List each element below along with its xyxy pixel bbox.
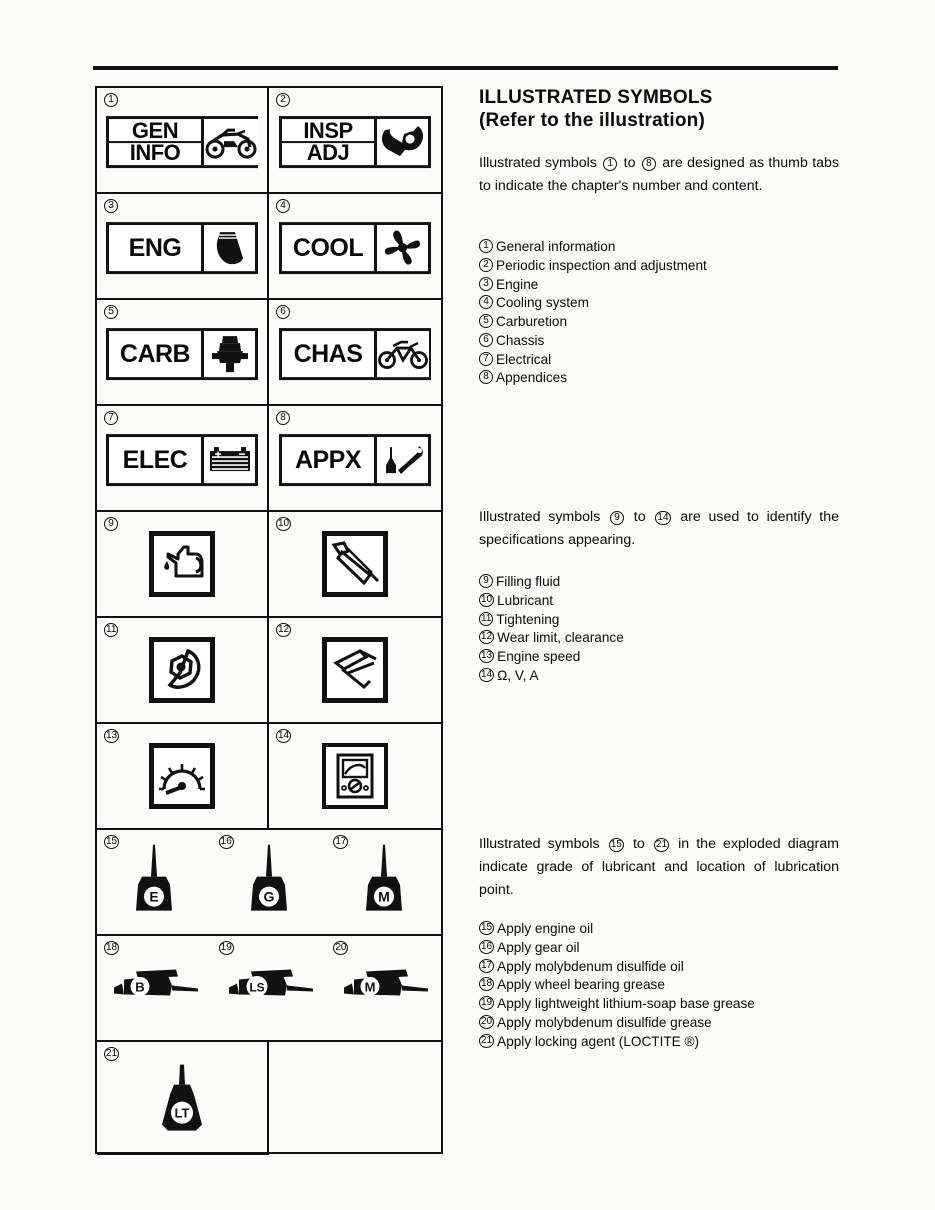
- table-row: [97, 406, 441, 512]
- list-item: 19 Apply lightweight lithium-soap base grease: [481, 996, 755, 1011]
- fan-icon: [377, 225, 428, 271]
- cell-number: 10: [278, 518, 290, 529]
- tab-text: [109, 331, 204, 377]
- cell-number: 7: [104, 411, 118, 425]
- tab-line2: INFO: [109, 141, 201, 163]
- inline-ref-1: 1: [603, 157, 617, 171]
- symbol-cell-11: [97, 618, 269, 722]
- grease-gun-icon: [336, 961, 432, 1010]
- list-item: 9 Filling fluid: [479, 573, 839, 592]
- symbol-cell-7: [97, 406, 269, 510]
- cell-number: 3: [104, 199, 118, 213]
- cell-number: 6: [276, 305, 290, 319]
- table-row-locking-agent: [97, 1042, 441, 1152]
- table-row: [97, 300, 441, 406]
- grease-gun-cell-19: [212, 936, 327, 1032]
- oil-can-icon: [356, 843, 412, 920]
- cell-number: 19: [220, 942, 232, 953]
- symbol-cell-12: [269, 618, 441, 722]
- list-item: 12 Wear limit, clearance: [481, 630, 624, 646]
- oil-can-badge-16: G: [263, 888, 275, 905]
- grease-gun-cell-20: [326, 936, 441, 1032]
- list-item: 14 Ω, V, A: [481, 667, 539, 683]
- table-row: [97, 512, 441, 618]
- table-row: [97, 194, 441, 300]
- cell-number: 2: [276, 93, 290, 107]
- tab-line1: APPX: [294, 445, 362, 474]
- page-title-line2: (Refer to the illustration): [479, 110, 706, 132]
- symbol-cell-21: [97, 1042, 269, 1155]
- caliper-icon: [322, 637, 388, 703]
- thumb-tab-insp-adj: [279, 116, 431, 168]
- tab-line1: ELEC: [122, 445, 188, 474]
- tab-text: [282, 225, 377, 271]
- tab-text: [109, 225, 204, 271]
- list-item: 6 Chassis: [479, 332, 839, 351]
- cell-number: 8: [276, 411, 290, 425]
- inline-ref-8: 8: [642, 157, 656, 171]
- thumb-tab-eng: [106, 222, 258, 274]
- table-row-grease-guns: [97, 936, 441, 1042]
- cell-number: 4: [276, 199, 290, 213]
- inline-ref-21: 21: [655, 839, 668, 850]
- grease-gun-cell-18: [97, 936, 212, 1032]
- motorcycle-frame-icon: [377, 331, 429, 377]
- cell-number: 13: [106, 730, 118, 741]
- page-title-line1: ILLUSTRATED SYMBOLS: [479, 87, 713, 108]
- symbol-cell-5: [97, 300, 269, 404]
- grease-gun-icon: [322, 531, 388, 597]
- thumb-tab-elec: [106, 434, 258, 486]
- thumb-tab-gen-info: [106, 116, 258, 168]
- header-rule: [93, 66, 838, 70]
- oil-can-cell-15: [97, 830, 212, 926]
- tab-line2: ADJ: [282, 141, 374, 163]
- cell-number: 21: [106, 1048, 118, 1059]
- chapter-list: [479, 238, 839, 388]
- wrench-nut-icon: [377, 119, 428, 165]
- thumb-tab-carb: [106, 328, 258, 380]
- grease-gun-badge-18: B: [135, 979, 146, 995]
- symbol-cell-oilcans: [97, 830, 441, 934]
- symbol-cell-14: [269, 724, 441, 828]
- cell-number: 18: [106, 942, 118, 953]
- list-item: 10 Lubricant: [481, 592, 554, 608]
- paragraph-thumb-tabs: Illustrated symbols 1 to 8 are designed as thumb tabs to indicate the chapter's number and content.: [479, 155, 840, 194]
- tab-line1: ENG: [128, 233, 182, 262]
- tab-line1: GEN: [131, 117, 179, 143]
- multimeter-icon: [322, 743, 388, 809]
- oil-can-icon: [241, 843, 297, 920]
- tachometer-icon: [149, 743, 215, 809]
- table-row-oil-cans: [97, 830, 441, 936]
- oil-can-icon: [126, 843, 182, 920]
- symbol-cell-13: [97, 724, 269, 828]
- tab-text: [282, 119, 377, 165]
- page-title: [479, 86, 839, 132]
- table-row: [97, 88, 441, 194]
- tab-line1: INSP: [303, 117, 353, 143]
- cell-number: 20: [335, 942, 347, 953]
- bottle-icon: [152, 1063, 212, 1142]
- list-item: 8 Appendices: [479, 369, 839, 388]
- symbol-cell-4: [269, 194, 441, 298]
- list-item: 1 General information: [479, 238, 839, 257]
- tab-text: [109, 437, 204, 483]
- cell-number: 15: [106, 836, 118, 847]
- thumb-tab-cool: [279, 222, 431, 274]
- list-item: 17 Apply molybdenum disulfide oil: [481, 958, 684, 974]
- list-item: 3 Engine: [479, 276, 839, 295]
- symbol-cell-10: [269, 512, 441, 616]
- cell-number: 1: [104, 93, 118, 107]
- oil-can-badge-17: M: [377, 888, 390, 905]
- tab-line1: COOL: [292, 233, 364, 262]
- symbol-cell-2: [269, 88, 441, 192]
- explanatory-text-column: [479, 86, 840, 1049]
- cell-number: 5: [104, 305, 118, 319]
- table-row: [97, 618, 441, 724]
- symbol-cell-greaseguns: [97, 936, 441, 1040]
- inline-ref-15: 15: [610, 839, 622, 850]
- symbol-cell-3: [97, 194, 269, 298]
- oil-can-badge-15: E: [149, 888, 159, 905]
- thumb-tab-appx: [279, 434, 431, 486]
- lubricant-list: [479, 920, 839, 1051]
- paragraph-specifications: Illustrated symbols 9 to 14 are used to identify the specifications appearing.: [479, 509, 840, 548]
- list-item: 13 Engine speed: [481, 649, 581, 664]
- list-item: 16 Apply gear oil: [481, 939, 580, 955]
- cell-number: 11: [106, 624, 117, 635]
- oil-can-cell-16: [212, 830, 327, 926]
- tab-text: [282, 331, 377, 377]
- table-row: [97, 724, 441, 830]
- oilcan-wrench-icon: [377, 437, 428, 483]
- cell-number: 14: [278, 730, 290, 741]
- list-item: 21 Apply locking agent (LOCTITE ®): [481, 1033, 700, 1049]
- oil-can-drop-icon: [149, 531, 215, 597]
- specification-list: [479, 573, 839, 686]
- list-item: 15 Apply engine oil: [481, 921, 594, 936]
- cell-number: 16: [220, 836, 232, 847]
- battery-icon: [204, 437, 255, 483]
- list-item: 11 Tightening: [481, 611, 560, 627]
- symbol-cell-8: [269, 406, 441, 510]
- tab-line1: CARB: [119, 339, 191, 368]
- list-item: 20 Apply molybdenum disulfide grease: [481, 1014, 712, 1030]
- cell-number: 12: [278, 624, 290, 635]
- illustrated-symbols-table: [95, 86, 443, 1154]
- grease-gun-badge-19: LS: [249, 980, 265, 995]
- symbol-cell-empty: [269, 1042, 441, 1152]
- oil-can-cell-17: [326, 830, 441, 926]
- inline-ref-9: 9: [610, 511, 624, 525]
- list-item: 18 Apply wheel bearing grease: [481, 977, 665, 993]
- paragraph-lubricants: Illustrated symbols 15 to 21 in the exploded diagram indicate grade of lubricant and location of lubrication point.: [479, 836, 839, 898]
- list-item: 7 Electrical: [479, 351, 839, 370]
- grease-gun-badge-20: M: [364, 979, 376, 995]
- list-item: 2 Periodic inspection and adjustment: [479, 257, 839, 276]
- symbol-cell-1: [97, 88, 269, 192]
- piston-icon: [204, 225, 255, 271]
- symbol-cell-9: [97, 512, 269, 616]
- cell-number: 17: [335, 836, 347, 847]
- bottle-badge-21: LT: [174, 1106, 190, 1122]
- list-item: 5 Carburetion: [479, 313, 839, 332]
- carburetor-icon: [204, 331, 255, 377]
- list-item: 4 Cooling system: [479, 294, 839, 313]
- symbol-cell-6: [269, 300, 441, 404]
- tab-text: [109, 119, 204, 165]
- cell-number: 9: [104, 517, 118, 531]
- tab-text: [282, 437, 377, 483]
- inline-ref-14: 14: [657, 512, 669, 523]
- wrench-on-nut-icon: [149, 637, 215, 703]
- thumb-tab-chas: [279, 328, 431, 380]
- motorcycle-icon: [204, 119, 258, 165]
- tab-line1: CHAS: [293, 339, 363, 368]
- grease-gun-icon: [106, 961, 202, 1010]
- grease-gun-icon: [221, 961, 317, 1010]
